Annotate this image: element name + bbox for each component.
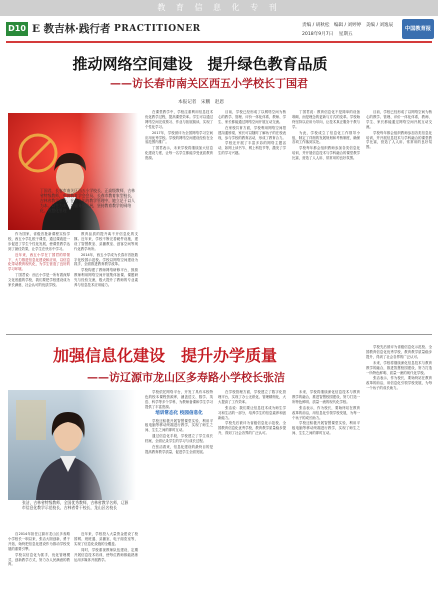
paragraph: 在家校共育方面，学校利用网络空间搭建沟通桥梁，家长可以随时了解孩子的在校表现，参与学校的教育活动，形成了教育合力。 [218,125,286,140]
paragraph: 丁国君说：西五小学是一所有着深厚文化底蕴的学校，我们要把学校建设成为家长满意、社会认可的优质学校。 [8,273,70,288]
masthead-rule [6,41,432,43]
article2-subhead: ——访辽源市龙山区多寿路小学校长张洁 [87,371,285,384]
paragraph: 自2014年担任辽源市龙山区多寿路小学校长一职以来，张洁大胆创新，勇于开拓，始终把信息化建设作为推动学校发展的重要引擎。 [8,532,70,551]
paragraph: 张洁表示，作为校长，要始终站在教育改革的前沿，用信息化引领学校发展，为每一个孩子的成长助力。 [292,405,360,420]
article1-column-6 [366,110,432,330]
article1-caption-text: 丁国君，长春市南关区西五小学校长、正高级教师，吉林省特级教师，中国教育学会会员、长春市教育家型校长，吉林省教学新秀，在十多年的教学管理中，她立足于以人为本、以生为本，以服务促发展，坚持教育教学的网络化、智慧化管理 [40,188,135,214]
paragraph: 作为国家、省级首批新课程实验学校，西五小学扎根于课堂，通过课改进一步促进了学生个性化发展，使课堂教学达到了最佳效果，让学生在快乐中学习。 [8,232,70,251]
paragraph: 近年来，学校投入大量资金建设了校园网、班班通、录播室、电子阅览室等，实现了信息化设施的全覆盖。 [74,532,138,546]
article1-column-1 [8,232,70,330]
paragraph: 学校依托网络平台，开发了具有本校特色的校本课程资源库，涵盖语文、数学、英语、科学等多个学科，为教师备课和学生学习提供了丰富资源。 [145,390,213,409]
article1-headline: 推动网络空间建设 提升绿色教育品质 [72,55,328,73]
chief-editor: 责编 / 胡秋松 [302,23,330,28]
paragraph: 目前，学校已经形成了以网络空间为核心的教学、管理、评价一体化体系，教师、学生、家长都能通过网络空间开展互动交流。 [366,110,432,129]
paragraph: 同时，学校重视教师队伍建设，定期开展信息技术培训，使每位教师都能熟练运用多媒体开展教学。 [74,547,138,562]
article-divider [6,334,432,335]
article1-column-2 [74,232,138,330]
article2-column-3 [145,390,213,612]
article2-column-2 [74,532,138,612]
article2-column-1 [8,532,70,612]
paragraph: 在课堂教学中，学校注重利用信息技术优化教学过程，提高课堂效率。学生可以通过网络空间完成预习、作业与拓展阅读，实现了个性化学习。 [145,110,213,129]
paragraph: 学校以信息化为抓手，优化管理模式，创新教学方式，努力办人民满意的教育。 [8,552,70,567]
section-title: E 教吉林·践行者 [32,23,111,35]
article2-column-6 [366,345,432,612]
paragraph: 学校构建了教师网络研修平台，鼓励教师利用网络空间开展集体备课、课题研究与经验交流，极大提升了教师的专业素养与信息技术应用能力。 [74,268,138,288]
paragraph: 学校先后被评为省级信息化示范校、全国教育信息化优秀学校，教育教学质量稳步提升，得到了社会各界的广泛认可。 [218,421,286,436]
paragraph: 学校每年都会组织教师参加各类信息化培训，并开展信息技术与学科融合的课堂教学比赛，营造了人人用、常常用的良好氛围。 [292,146,360,161]
designer: 美编 / 刘逸辰 [365,23,394,28]
issue-date: 2018年9月7日 [302,32,334,37]
top-banner-text: 教 育 信 息 化 专 刊 [157,3,281,12]
paragraph: 张洁表示，作为校长，要始终站在教育改革的前沿，用信息化引领学校发展，为每一个孩子的成长助力。 [366,376,432,391]
paragraph: 未来，学校将继续深化信息技术与教育教学的融合，推进智慧校园建设，努力打造一所特色鲜明、质量一流的现代化学校。 [292,390,360,404]
paragraph: 学校先后被评为省级信息化示范校、全国教育信息化优秀学校，教育教学质量稳步提升，得到了社会各界的广泛认可。 [366,345,432,359]
editor-credits [302,21,402,30]
paragraph: 2017年，学校被评为全国网络学习空间应用优秀学校。学校的网络空间建设经验在全省范围内推广。 [145,130,213,145]
article2-headline: 加强信息化建设 提升办学质量 [52,346,277,365]
weekday: 星期五 [338,32,353,37]
article2-photo-caption [22,500,132,530]
page-code: D10 [6,22,28,36]
paragraph: 丁国君说：教育信息化不是简单的设备堆砌，而是理念的更新与方式的变革。学校始终坚持以应用为导向，让技术真正服务于教与学。 [292,110,360,129]
newspaper-logo [402,19,434,39]
paragraph: 学校还开展了丰富多彩的网络主题活动，如网上读书节、网上科技节等，激发了学生的学习兴趣。 [218,141,286,156]
paragraph: 2014年，西五小学成为长春市首批数字化校园示范校。学校以网络空间建设为抓手，全面推进教育教学改革。 [74,252,138,267]
article2-section-heading: 培训常态化 校园信息化 [155,410,203,416]
paragraph: 学校还积极开展智慧课堂实验，利用平板电脑等移动终端进行教学，实现了师生之间、生生之间的即时互动。 [292,421,360,436]
editor: 编辑 / 刘婷婷 [333,23,362,28]
newspaper-logo-text: 中国教育报 [405,26,431,32]
paragraph: 在张洁看来，信息化建设的最终目的是提高教育教学质量，促进学生全面发展。 [145,445,213,454]
paragraph: 张洁说：我们要让信息技术成为师生学习和生活的一部分，培养学生的信息素养和创新能力。 [218,405,286,420]
article2-column-4 [218,390,286,612]
article2-column-5 [292,390,360,612]
article2-photo [8,390,136,500]
article1-column-3 [145,110,213,330]
section-title-en: PRACTITIONER [114,24,201,34]
article1-photo-caption [40,188,136,228]
paragraph: 学校还积极开展智慧课堂实验，利用平板电脑等移动终端进行教学，实现了师生之间、生生之间的即时互动。 [145,418,213,433]
paragraph: 教育品质的提升离不开信息化的支撑。近年来，学校不断完善硬件设施，建设了智慧教室、录播教室、创客空间等现代化教学场所。 [74,232,138,251]
paragraph: 丁国君表示，未来学校将继续加大信息化建设力度，让每一名学生都能享受优质教育资源。 [145,146,213,161]
paragraph: 近年来，西五小学在丁国君的带领下，大力推进信息化建设和应用，以信息化带动教育现代化，为学生营造了良好的学习环境。 [8,252,70,272]
paragraph: 为此，学校成立了信息化工作领导小组，制定了详细的发展规划和考核制度，确保各项工作落到实处。 [292,130,360,145]
article1-column-4 [218,110,286,330]
paragraph: 通过信息化手段，学校建立了学生成长档案，全面记录学生的学习与成长过程。 [145,434,213,444]
article1-subhead: ——访长春市南关区西五小学校长丁国君 [110,77,308,90]
paragraph: 在学校管理方面，学校建立了数字化管理平台，实现了办公无纸化、管理精细化，大大提高了工作效率。 [218,390,286,404]
issue-date-line [302,31,402,39]
paragraph: 目前，学校已经形成了以网络空间为核心的教学、管理、评价一体化体系，教师、学生、家长都能通过网络空间开展互动交流。 [218,110,286,124]
paragraph: 学校每年都会组织教师参加各类信息化培训，并开展信息技术与学科融合的课堂教学比赛，营造了人人用、常常用的良好氛围。 [366,130,432,150]
article1-byline: 本报记者 宋鹏 赵恩 [178,100,224,105]
article2-caption-text: 张洁，吉林省特级教师，全国优秀教师，吉林省教学名师，辽源市信息化教学示范校长，吉林省骨干校长，龙山区名校长 [22,500,129,511]
paragraph: 未来，学校将继续深化信息技术与教育教学的融合，推进智慧校园建设，努力打造一所特色鲜明、质量一流的现代化学校。 [366,360,432,375]
principal-photo-illustration [8,390,136,500]
article1-column-5 [292,110,360,330]
